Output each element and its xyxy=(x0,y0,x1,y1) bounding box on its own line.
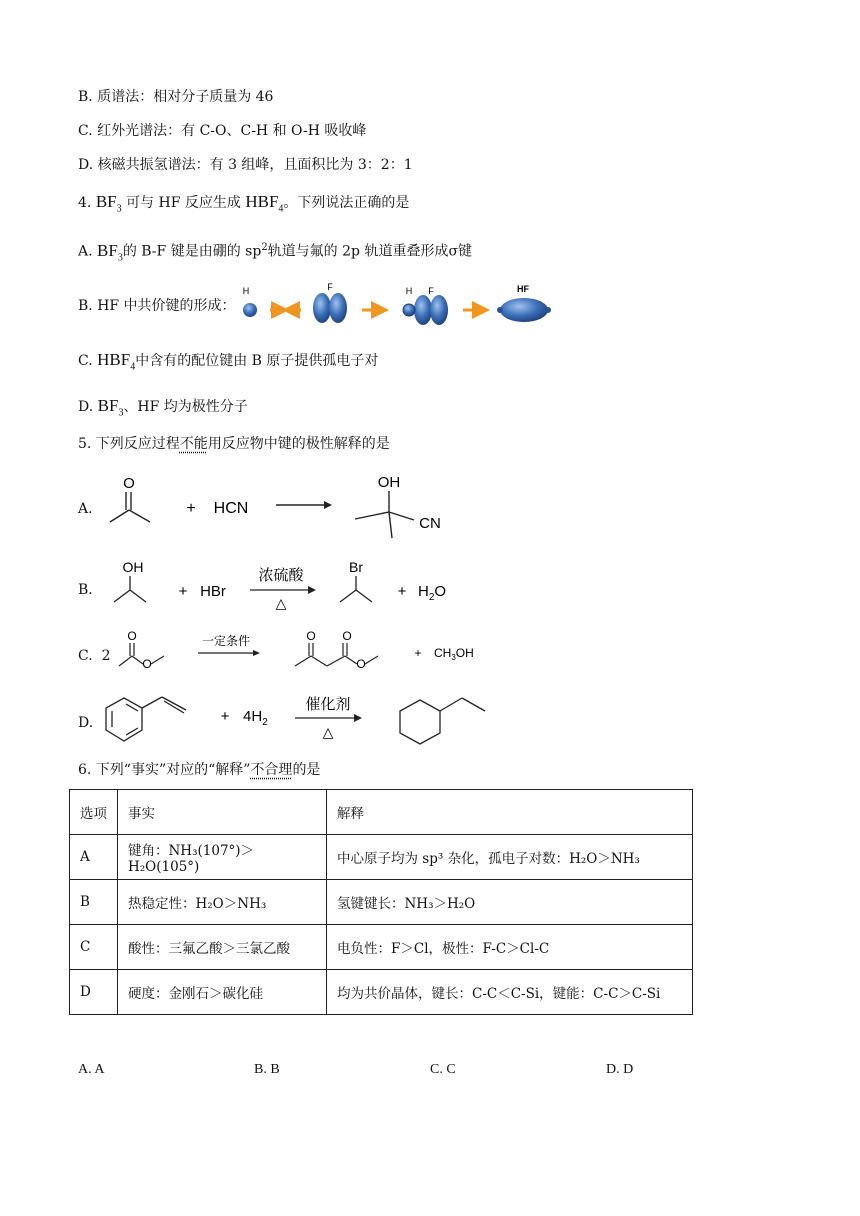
q3-option-c: C. 红外光谱法：有 C-O、C-H 和 O-H 吸收峰 xyxy=(78,123,367,139)
svg-text:+: + xyxy=(414,646,422,660)
hbr-label: HBr xyxy=(200,583,226,600)
orbital-overlap-diagram xyxy=(235,278,565,330)
hydroxyl-label: OH xyxy=(377,474,401,491)
q4-number: 4. xyxy=(78,195,92,211)
svg-text:O: O xyxy=(127,629,137,643)
carbonyl-o-label: O xyxy=(123,475,135,492)
q5-b-label: B. xyxy=(78,582,93,598)
header-fact: 事实 xyxy=(118,790,327,835)
h-atom-label: H xyxy=(242,286,250,296)
reaction-a xyxy=(100,472,460,542)
svg-text:O: O xyxy=(342,629,352,643)
h-nucleus xyxy=(497,307,503,313)
svg-text:O: O xyxy=(356,657,366,671)
q3-option-d: D. 核磁共振氢谱法：有 3 组峰，且面积比为 3：2：1 xyxy=(78,157,413,173)
q4-option-a: A. $BF_3$的 B-F 键是由硼的 $sp^2$轨道与氟的 2p 轨道重叠形成σ键 xyxy=(78,240,473,264)
heat-icon: △ xyxy=(322,724,334,740)
svg-text:+: + xyxy=(397,583,407,600)
hydrogen-label: $4H_2$ xyxy=(243,708,268,728)
h-s-orbital xyxy=(243,303,257,317)
condition-label: 一定条件 xyxy=(201,634,251,648)
hf-f-label: F xyxy=(428,286,434,296)
svg-text:+: + xyxy=(178,583,188,600)
q5-d-label: D. xyxy=(78,715,94,731)
header-explanation: 解释 xyxy=(327,790,693,835)
f-p-orbital-right xyxy=(329,293,347,323)
f-atom-label: F xyxy=(327,282,333,292)
table-row: D 硬度：金刚石＞碳化硅 均为共价晶体，键长：C-C＜C-Si，键能：C-C＞C-Si xyxy=(70,970,693,1015)
cyano-label: CN xyxy=(419,515,441,532)
table-header-row xyxy=(70,790,693,835)
svg-text:+: + xyxy=(186,500,196,517)
q3-option-b: B. 质谱法：相对分子质量为 46 xyxy=(78,89,274,105)
q4-stem-tail: 。下列说法正确的是 xyxy=(283,195,410,211)
heat-icon: △ xyxy=(275,595,287,611)
hf-sigma-bond xyxy=(500,298,548,322)
table-row: B 热稳定性：H₂O＞NH₃ 氢键键长：NH₃＞H₂O xyxy=(70,880,693,925)
svg-text:O: O xyxy=(142,657,152,671)
hcn-label: HCN xyxy=(213,500,249,517)
hf-molecule-label: HF xyxy=(517,284,529,294)
header-option: 选项 xyxy=(70,790,118,835)
q6-option-a[interactable]: A. A xyxy=(78,1062,105,1077)
q5-c-label: C. 2 xyxy=(78,648,111,664)
reaction-b xyxy=(100,556,460,612)
q4-formula-bf3: $BF_3$ xyxy=(95,192,122,215)
svg-text:Br: Br xyxy=(349,559,363,575)
q4-stem-text: 可与 HF 反应生成 xyxy=(126,195,241,211)
svg-text:O: O xyxy=(306,629,316,643)
overlap-orbital-right xyxy=(430,295,448,325)
emphasis-mark: 不能 xyxy=(179,436,208,452)
q4-a-formula: $BF_3$ xyxy=(97,240,123,264)
q5-stem: 5. 下列反应过程不能用反应物中键的极性解释的是 xyxy=(78,436,390,452)
svg-text:+: + xyxy=(220,708,230,725)
methanol-label: $CH_3OH$ xyxy=(434,646,474,662)
water-label: $H_2O$ xyxy=(418,583,447,603)
f-p-orbital-left xyxy=(313,293,331,323)
reaction-c xyxy=(110,626,490,676)
svg-text:OH: OH xyxy=(122,559,144,575)
q6-option-d[interactable]: D. D xyxy=(606,1062,634,1077)
q4-option-b-text: B. HF 中共价键的形成： xyxy=(78,298,236,314)
table-row: C 酸性：三氟乙酸＞三氯乙酸 电负性：F＞Cl，极性：F-C＞Cl-C xyxy=(70,925,693,970)
table-row: A 键角：NH₃(107°)＞H₂O(105°) 中心原子均为 sp³ 杂化，孤电子对数：H₂O＞NH₃ xyxy=(70,835,693,880)
q4-option-d: D. $BF_3$、HF 均为极性分子 xyxy=(78,396,248,419)
hf-h-label: H xyxy=(405,286,413,296)
q6-option-c[interactable]: C. C xyxy=(430,1062,456,1077)
facts-table xyxy=(69,789,693,1015)
catalyst-label: 催化剂 xyxy=(305,696,351,713)
emphasis-mark: 不合理 xyxy=(250,762,293,778)
f-nucleus xyxy=(545,307,551,313)
condition-label: 浓硫酸 xyxy=(258,567,304,584)
overlap-orbital-left xyxy=(414,295,432,325)
q5-a-label: A. xyxy=(78,501,93,517)
reaction-d xyxy=(100,686,500,750)
q6-stem: 6. 下列“事实”对应的“解释”不合理的是 xyxy=(78,762,321,778)
q4-formula-hbf4: $HBF_4$ xyxy=(245,192,284,215)
q6-option-b[interactable]: B. B xyxy=(254,1062,280,1077)
q4-stem xyxy=(78,192,409,219)
q4-option-c: C. $HBF_4$中含有的配位键由 B 原子提供孤电子对 xyxy=(78,350,379,373)
overlap-s-orbital xyxy=(403,304,415,316)
